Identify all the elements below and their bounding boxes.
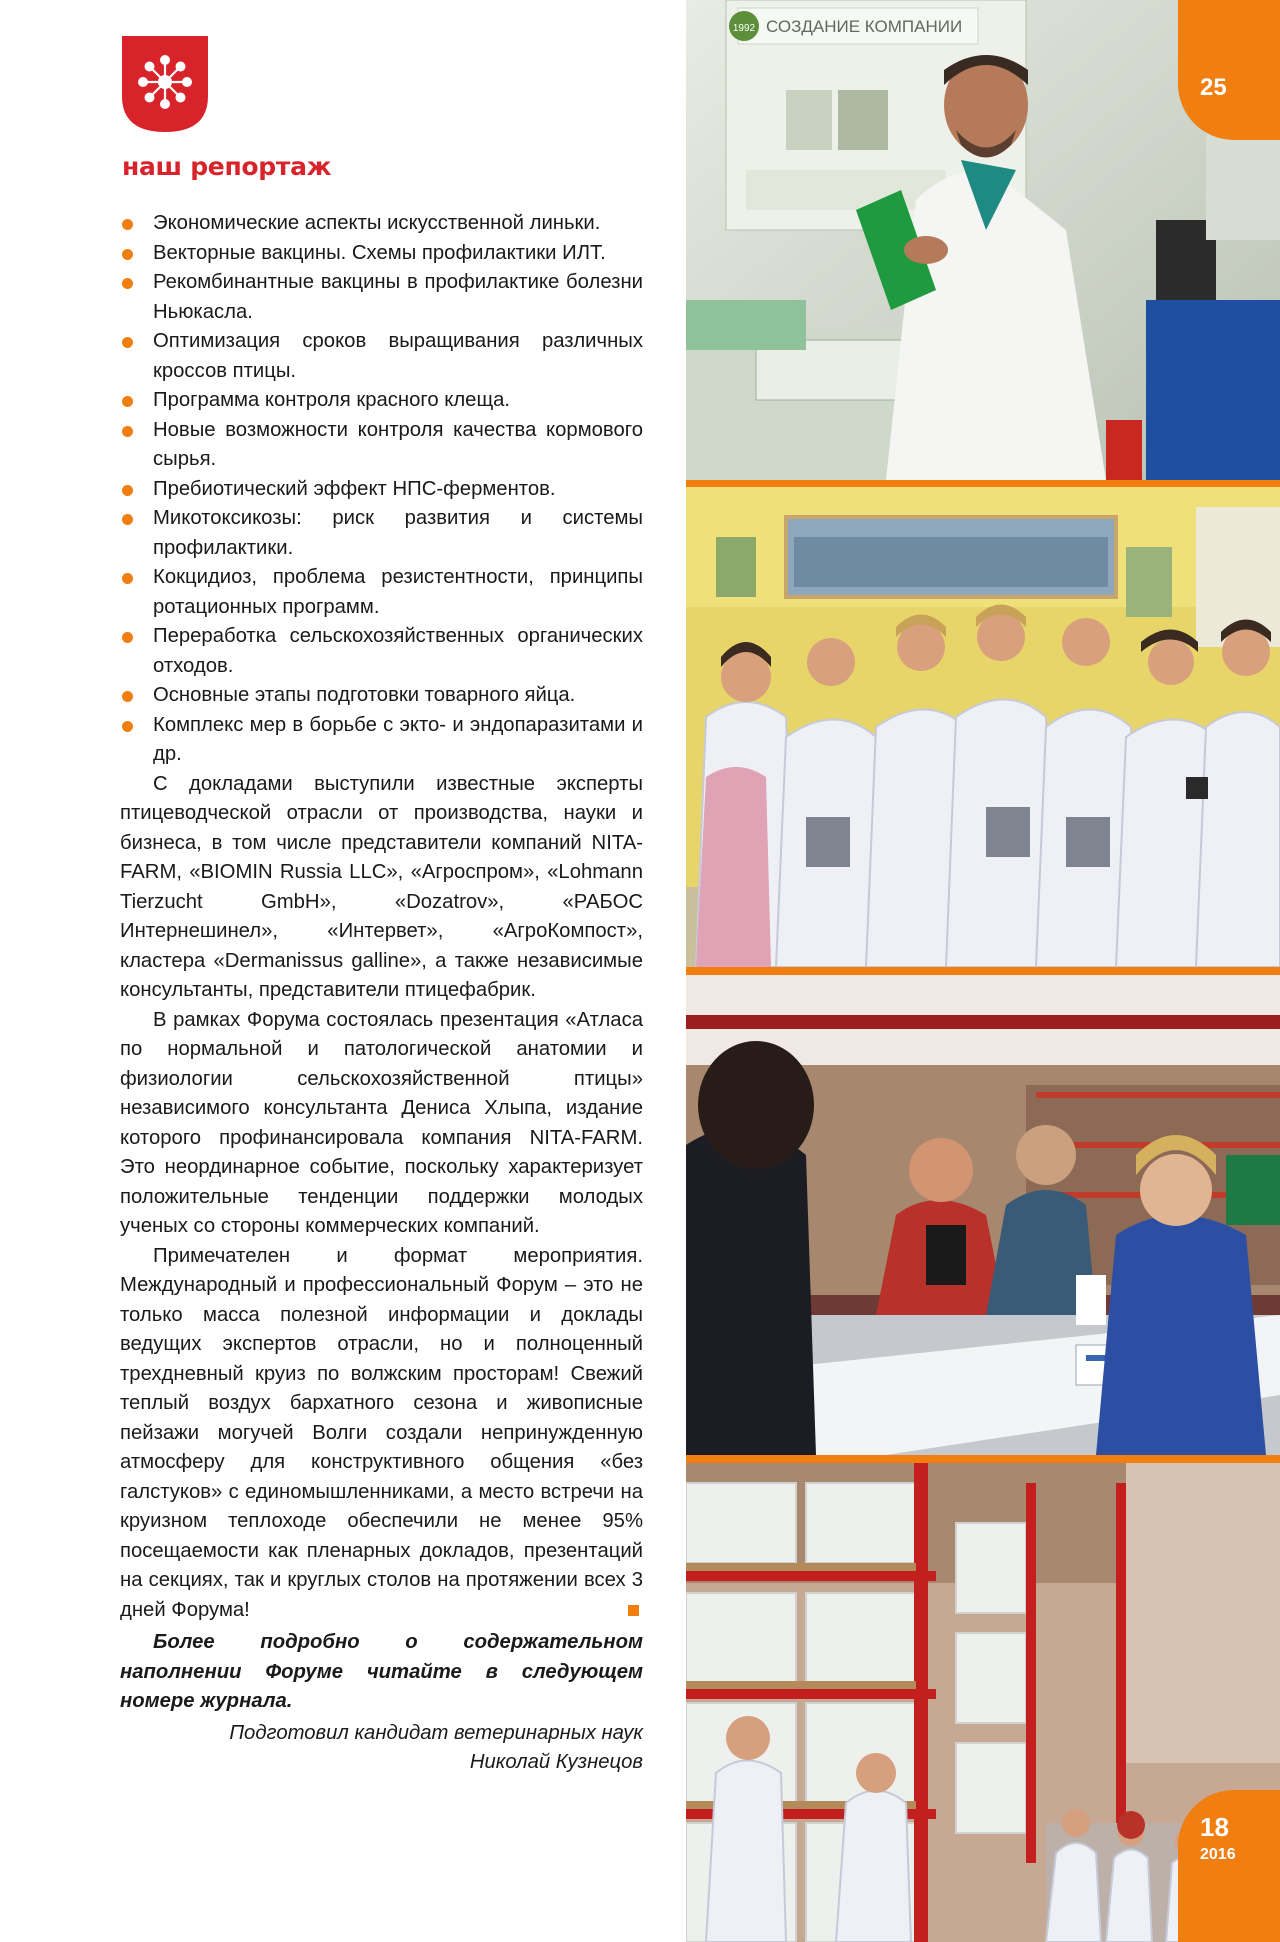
list-item: Кокцидиоз, проблема резистентности, принципы ротационных программ.: [120, 563, 643, 622]
list-item: Микотоксикозы: риск развития и системы профилактики.: [120, 504, 643, 563]
signature-line-1: Подготовил кандидат ветеринарных наук: [229, 1721, 643, 1744]
flower-dots-logo-icon: [122, 36, 208, 132]
list-item: Комплекс мер в борьбе с экто- и эндопаразитами и др.: [120, 711, 643, 770]
photo-column: [686, 0, 1280, 1942]
list-item: Новые возможности контроля качества кормового сырья.: [120, 416, 643, 475]
list-item: Экономические аспекты искусственной линьки.: [120, 209, 643, 239]
issue-tab: [1178, 1790, 1280, 1942]
sign-text: СОЗДАНИЕ КОМПАНИИ: [766, 17, 963, 36]
page-number-tab: [1178, 0, 1280, 140]
paragraph-atlas: В рамках Форума состоялась презентация «Атласа по нормальной и патологической анатомии и физиологии сельскохозяйственной птицы» независимого консультанта Дениса Хлыпа, издание которого профинансировала компания NITA-FARM. Это неординарное событие, поскольку характеризует положительные тенденции поддержки молодых ученых со стороны коммерческих компаний.: [120, 1008, 643, 1237]
list-item: Программа контроля красного клеща.: [120, 386, 643, 416]
paragraph-speakers: С докладами выступили известные эксперты птицеводческой отрасли от производства, науки и бизнеса, в том числе представители компаний NITA-FARM, «BIOMIN Russia LLC», «Агроспром», «Lohmann Tierzucht GmbH», «Dozatrov», «РАБОС Интернешинел», «Интервет», «АгроКомпост», кластера «Dermanissus galline», а также независимые консультанты, представители птицефабрик.: [120, 772, 643, 1001]
list-item: Оптимизация сроков выращивания различных кроссов птицы.: [120, 327, 643, 386]
signature-line-2: Николай Кузнецов: [469, 1751, 643, 1773]
article-body: [120, 209, 643, 1778]
list-item: Пребиотический эффект НПС-ферментов.: [120, 475, 643, 505]
issue-year: 2016: [1200, 1846, 1236, 1863]
outro-note: Более подробно о содержательном наполнении Форуме читайте в следующем номере журнала.: [120, 1631, 643, 1712]
end-of-article-square-icon: [628, 1605, 639, 1616]
paragraph-format: [120, 1242, 643, 1626]
photo-registration: [686, 975, 1280, 1455]
paragraph-format-text: Примечателен и формат мероприятия. Международный и профессиональный Форум – это не только масса полезной информации и доклады ведущих экспертов отрасли, но и полноценный трехдневный круиз по волжским просторам! Свежий теплый воздух бархатного сезона и живописные пейзажи могучей Волги создали непринужденную атмосферу для конструктивного общения «без галстуков» с единомышленниками, а место встречи на круизном теплоходе обеспечили не менее 95% посещаемости как пленарных докладов, презентаций на секциях, так и круглых столов на протяжении всех 3 дней Форума!: [120, 1244, 643, 1621]
list-item: Рекомбинантные вакцины в профилактике болезни Ньюкасла.: [120, 268, 643, 327]
list-item: Векторные вакцины. Схемы профилактики ИЛТ.: [120, 239, 643, 269]
author-signature: [120, 1719, 643, 1778]
page-number: 25: [1200, 74, 1227, 101]
sign-year: 1992: [732, 23, 756, 34]
magazine-logo: [122, 36, 332, 181]
list-item: Основные этапы подготовки товарного яйца.: [120, 681, 643, 711]
photo-group-robes: [686, 487, 1280, 967]
issue-number: 18: [1200, 1812, 1229, 1842]
topics-list: [120, 209, 643, 770]
list-item: Переработка сельскохозяйственных органических отходов.: [120, 622, 643, 681]
section-caption: наш репортаж: [122, 152, 332, 181]
